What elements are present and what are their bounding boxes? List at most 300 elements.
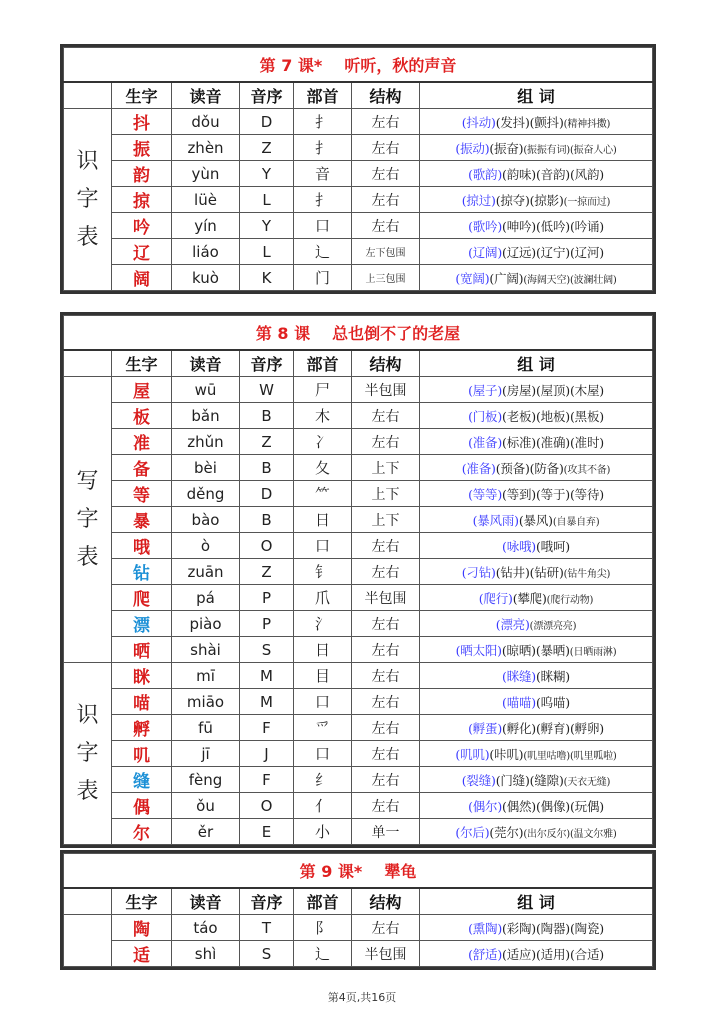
word-item: (掠影) bbox=[529, 192, 564, 208]
word-item: (暴风雨) bbox=[472, 512, 519, 528]
word-item: (爬行) bbox=[478, 590, 513, 606]
order-cell: T bbox=[240, 915, 294, 941]
char-cell: 备 bbox=[112, 455, 172, 481]
char-cell: 阔 bbox=[112, 265, 172, 291]
radical-cell: 纟 bbox=[294, 767, 352, 793]
order-cell: L bbox=[240, 187, 294, 213]
word-item: (孵蛋) bbox=[468, 720, 503, 736]
char-cell: 喵 bbox=[112, 689, 172, 715]
word-item: (屋顶) bbox=[536, 382, 570, 398]
word-item: (呜喵) bbox=[536, 694, 570, 710]
words-cell bbox=[420, 941, 653, 967]
structure-cell: 半包围 bbox=[352, 585, 420, 611]
radical-cell: 阝 bbox=[294, 915, 352, 941]
char-cell: 孵 bbox=[112, 715, 172, 741]
words-cell bbox=[420, 109, 653, 135]
order-cell: W bbox=[240, 377, 294, 403]
structure-cell: 左右 bbox=[352, 767, 420, 793]
structure-cell: 上下 bbox=[352, 507, 420, 533]
header-row bbox=[64, 82, 653, 109]
radical-cell: 辶 bbox=[294, 239, 352, 265]
structure-cell: 左右 bbox=[352, 429, 420, 455]
table-row bbox=[64, 585, 653, 611]
structure-cell: 左右 bbox=[352, 161, 420, 187]
table-row bbox=[64, 187, 653, 213]
words-cell bbox=[420, 793, 653, 819]
radical-cell: 扌 bbox=[294, 187, 352, 213]
table-row bbox=[64, 377, 653, 403]
table-row bbox=[64, 161, 653, 187]
structure-cell: 左右 bbox=[352, 109, 420, 135]
radical-cell: 木 bbox=[294, 403, 352, 429]
word-item: (钻井) bbox=[495, 564, 530, 580]
word-item: (舒适) bbox=[468, 946, 503, 962]
word-item: (门板) bbox=[468, 408, 503, 424]
word-item: (偶然) bbox=[502, 798, 536, 814]
radical-cell: 口 bbox=[294, 689, 352, 715]
pinyin-cell: shì bbox=[172, 941, 240, 967]
header-row bbox=[64, 888, 653, 915]
char-cell: 掠 bbox=[112, 187, 172, 213]
radical-cell: 扌 bbox=[294, 109, 352, 135]
group-label-char: 识 bbox=[76, 148, 99, 174]
structure-cell: 左右 bbox=[352, 637, 420, 663]
word-item: (吟诵) bbox=[569, 218, 604, 234]
header-structure: 结构 bbox=[352, 350, 420, 377]
word-item: (广阔) bbox=[489, 270, 524, 286]
order-cell: P bbox=[240, 611, 294, 637]
word-item: (出尔反尔) bbox=[523, 828, 570, 840]
structure-cell: 左右 bbox=[352, 533, 420, 559]
radical-cell: 爪 bbox=[294, 585, 352, 611]
radical-cell: 小 bbox=[294, 819, 352, 845]
word-item: (合适) bbox=[569, 946, 604, 962]
order-cell: D bbox=[240, 481, 294, 507]
group-label bbox=[64, 109, 112, 291]
radical-cell: 冫 bbox=[294, 429, 352, 455]
lesson-title bbox=[64, 316, 653, 351]
pinyin-cell: bào bbox=[172, 507, 240, 533]
table-row bbox=[64, 663, 653, 689]
structure-cell: 左右 bbox=[352, 741, 420, 767]
word-item: (老板) bbox=[502, 408, 536, 424]
word-item: (适用) bbox=[536, 946, 570, 962]
radical-cell: 门 bbox=[294, 265, 352, 291]
lesson-7-table bbox=[60, 44, 656, 294]
order-cell: M bbox=[240, 689, 294, 715]
char-cell: 屋 bbox=[112, 377, 172, 403]
lesson-name: 总也倒不了的老屋 bbox=[332, 324, 461, 343]
pinyin-cell: miāo bbox=[172, 689, 240, 715]
words-cell bbox=[420, 689, 653, 715]
order-cell: D bbox=[240, 109, 294, 135]
lesson-number: 第 7 课* bbox=[259, 56, 323, 75]
lesson-title bbox=[64, 854, 653, 889]
word-item: (房屋) bbox=[502, 382, 536, 398]
word-item: (准确) bbox=[536, 434, 570, 450]
word-item: (孵化) bbox=[502, 720, 536, 736]
word-item: (眯糊) bbox=[536, 668, 570, 684]
structure-cell: 上三包围 bbox=[352, 265, 420, 291]
words-cell bbox=[420, 819, 653, 845]
word-item: (陶器) bbox=[536, 920, 570, 936]
words-cell bbox=[420, 403, 653, 429]
word-item: (叽里呱啦) bbox=[569, 750, 617, 762]
radical-cell: 钅 bbox=[294, 559, 352, 585]
word-item: (波澜壮阔) bbox=[569, 274, 617, 286]
word-item: (准备) bbox=[461, 460, 496, 476]
pinyin-cell: bèi bbox=[172, 455, 240, 481]
word-item: (辽远) bbox=[502, 244, 536, 260]
pinyin-cell: děng bbox=[172, 481, 240, 507]
table-row bbox=[64, 611, 653, 637]
page-footer: 第4页,共16页 bbox=[327, 991, 397, 1004]
header-char: 生字 bbox=[112, 888, 172, 915]
char-cell: 陶 bbox=[112, 915, 172, 941]
word-item: (低吟) bbox=[536, 218, 570, 234]
word-item: (歌韵) bbox=[468, 166, 503, 182]
lesson-name: 听听，秋的声音 bbox=[344, 56, 457, 75]
radical-cell: 口 bbox=[294, 533, 352, 559]
order-cell: B bbox=[240, 403, 294, 429]
group-label bbox=[64, 915, 112, 967]
table-row bbox=[64, 715, 653, 741]
table-row bbox=[64, 793, 653, 819]
table-row bbox=[64, 819, 653, 845]
word-item: (准时) bbox=[569, 434, 604, 450]
word-item: (裂缝) bbox=[461, 772, 496, 788]
structure-cell: 左下包围 bbox=[352, 239, 420, 265]
rows-l8 bbox=[64, 377, 653, 845]
pinyin-cell: pá bbox=[172, 585, 240, 611]
word-item: (辽河) bbox=[569, 244, 604, 260]
table-row bbox=[64, 109, 653, 135]
char-cell: 暴 bbox=[112, 507, 172, 533]
table-row bbox=[64, 637, 653, 663]
word-item: (钻研) bbox=[529, 564, 564, 580]
radical-cell: 口 bbox=[294, 741, 352, 767]
header-char: 生字 bbox=[112, 82, 172, 109]
structure-cell: 上下 bbox=[352, 455, 420, 481]
header-order: 音序 bbox=[240, 350, 294, 377]
char-cell: 爬 bbox=[112, 585, 172, 611]
words-cell bbox=[420, 239, 653, 265]
word-item: (缝隙) bbox=[529, 772, 564, 788]
word-item: (喵喵) bbox=[502, 694, 536, 710]
header-pinyin: 读音 bbox=[172, 350, 240, 377]
word-item: (抖动) bbox=[461, 114, 496, 130]
words-cell bbox=[420, 663, 653, 689]
structure-cell: 左右 bbox=[352, 187, 420, 213]
word-item: (黑板) bbox=[569, 408, 604, 424]
word-item: (尔后) bbox=[455, 824, 490, 840]
header-pinyin: 读音 bbox=[172, 888, 240, 915]
structure-cell: 上下 bbox=[352, 481, 420, 507]
radical-cell: 音 bbox=[294, 161, 352, 187]
lesson-title bbox=[64, 48, 653, 83]
words-cell bbox=[420, 767, 653, 793]
lesson-number: 第 9 课* bbox=[299, 862, 363, 881]
header-blank bbox=[64, 888, 112, 915]
word-item: (偶像) bbox=[536, 798, 570, 814]
structure-cell: 左右 bbox=[352, 689, 420, 715]
order-cell: O bbox=[240, 793, 294, 819]
order-cell: L bbox=[240, 239, 294, 265]
word-item: (攀爬) bbox=[512, 590, 547, 606]
words-cell bbox=[420, 533, 653, 559]
word-item: (掠夺) bbox=[495, 192, 530, 208]
structure-cell: 单一 bbox=[352, 819, 420, 845]
word-item: (咔叽) bbox=[489, 746, 524, 762]
words-cell bbox=[420, 481, 653, 507]
table-row bbox=[64, 689, 653, 715]
header-radical: 部首 bbox=[294, 82, 352, 109]
radical-cell: 爫 bbox=[294, 715, 352, 741]
radical-cell: 扌 bbox=[294, 135, 352, 161]
pinyin-cell: yùn bbox=[172, 161, 240, 187]
pinyin-cell: dǒu bbox=[172, 109, 240, 135]
group-label-char: 字 bbox=[76, 740, 99, 766]
words-cell bbox=[420, 507, 653, 533]
order-cell: S bbox=[240, 637, 294, 663]
word-item: (颤抖) bbox=[529, 114, 564, 130]
rows-l9 bbox=[64, 915, 653, 967]
char-cell: 适 bbox=[112, 941, 172, 967]
word-item: (屋子) bbox=[468, 382, 503, 398]
structure-cell: 半包围 bbox=[352, 941, 420, 967]
words-cell bbox=[420, 585, 653, 611]
structure-cell: 左右 bbox=[352, 135, 420, 161]
order-cell: Y bbox=[240, 161, 294, 187]
word-item: (振奋人心) bbox=[569, 144, 617, 156]
pinyin-cell: fū bbox=[172, 715, 240, 741]
table-row bbox=[64, 915, 653, 941]
header-blank bbox=[64, 350, 112, 377]
table-row bbox=[64, 741, 653, 767]
table-row bbox=[64, 533, 653, 559]
pinyin-cell: lüè bbox=[172, 187, 240, 213]
lesson-number: 第 8 课 bbox=[255, 324, 311, 343]
group-label-char: 字 bbox=[76, 506, 99, 532]
radical-cell: 氵 bbox=[294, 611, 352, 637]
group-label bbox=[64, 663, 112, 845]
radical-cell: 夂 bbox=[294, 455, 352, 481]
word-item: (振奋) bbox=[489, 140, 524, 156]
word-item: (标准) bbox=[502, 434, 536, 450]
word-item: (暴风) bbox=[518, 512, 553, 528]
header-row bbox=[64, 350, 653, 377]
pinyin-cell: zhèn bbox=[172, 135, 240, 161]
order-cell: F bbox=[240, 767, 294, 793]
header-structure: 结构 bbox=[352, 82, 420, 109]
word-item: (自暴自弃) bbox=[552, 516, 600, 528]
radical-cell: 尸 bbox=[294, 377, 352, 403]
word-item: (韵味) bbox=[502, 166, 536, 182]
group-label-char: 识 bbox=[76, 702, 99, 728]
words-cell bbox=[420, 559, 653, 585]
table-row bbox=[64, 481, 653, 507]
word-item: (发抖) bbox=[495, 114, 530, 130]
radical-cell: 日 bbox=[294, 637, 352, 663]
pinyin-cell: kuò bbox=[172, 265, 240, 291]
header-words: 组 词 bbox=[420, 888, 653, 915]
word-item: (音韵) bbox=[536, 166, 570, 182]
word-item: (辽阔) bbox=[468, 244, 503, 260]
pinyin-cell: bǎn bbox=[172, 403, 240, 429]
pinyin-cell: fèng bbox=[172, 767, 240, 793]
table-row bbox=[64, 507, 653, 533]
header-radical: 部首 bbox=[294, 888, 352, 915]
radical-cell: 亻 bbox=[294, 793, 352, 819]
word-item: (辽宁) bbox=[536, 244, 570, 260]
header-words: 组 词 bbox=[420, 350, 653, 377]
word-item: (漂漂亮亮) bbox=[529, 620, 577, 632]
word-item: (晾晒) bbox=[501, 642, 536, 658]
char-cell: 韵 bbox=[112, 161, 172, 187]
pinyin-cell: zhǔn bbox=[172, 429, 240, 455]
table-row bbox=[64, 135, 653, 161]
header-words: 组 词 bbox=[420, 82, 653, 109]
word-item: (爬行动物) bbox=[546, 594, 594, 606]
char-cell: 眯 bbox=[112, 663, 172, 689]
pinyin-cell: ǒu bbox=[172, 793, 240, 819]
word-item: (风韵) bbox=[569, 166, 604, 182]
word-item: (宽阔) bbox=[455, 270, 490, 286]
order-cell: Z bbox=[240, 429, 294, 455]
structure-cell: 左右 bbox=[352, 559, 420, 585]
order-cell: M bbox=[240, 663, 294, 689]
radical-cell: 辶 bbox=[294, 941, 352, 967]
table-row bbox=[64, 239, 653, 265]
word-item: (适应) bbox=[502, 946, 536, 962]
char-cell: 抖 bbox=[112, 109, 172, 135]
order-cell: B bbox=[240, 507, 294, 533]
order-cell: Z bbox=[240, 559, 294, 585]
order-cell: Z bbox=[240, 135, 294, 161]
words-cell bbox=[420, 213, 653, 239]
table-row bbox=[64, 941, 653, 967]
header-order: 音序 bbox=[240, 82, 294, 109]
word-item: (暴晒) bbox=[535, 642, 570, 658]
char-cell: 缝 bbox=[112, 767, 172, 793]
words-cell bbox=[420, 187, 653, 213]
word-item: (天衣无缝) bbox=[563, 776, 611, 788]
group-label-char: 写 bbox=[76, 468, 99, 494]
radical-cell: ⺮ bbox=[294, 481, 352, 507]
structure-cell: 左右 bbox=[352, 915, 420, 941]
word-item: (海阔天空) bbox=[523, 274, 570, 286]
word-item: (温文尔雅) bbox=[569, 828, 617, 840]
order-cell: E bbox=[240, 819, 294, 845]
word-item: (门缝) bbox=[495, 772, 530, 788]
order-cell: B bbox=[240, 455, 294, 481]
header-char: 生字 bbox=[112, 350, 172, 377]
word-item: (熏陶) bbox=[468, 920, 503, 936]
table-row bbox=[64, 265, 653, 291]
order-cell: Y bbox=[240, 213, 294, 239]
pinyin-cell: yín bbox=[172, 213, 240, 239]
order-cell: F bbox=[240, 715, 294, 741]
words-cell bbox=[420, 429, 653, 455]
pinyin-cell: piào bbox=[172, 611, 240, 637]
word-item: (叽里咕噜) bbox=[523, 750, 570, 762]
pinyin-cell: jī bbox=[172, 741, 240, 767]
word-item: (孵卵) bbox=[569, 720, 604, 736]
word-item: (等待) bbox=[569, 486, 604, 502]
word-item: (漂亮) bbox=[495, 616, 530, 632]
table-row bbox=[64, 429, 653, 455]
pinyin-cell: táo bbox=[172, 915, 240, 941]
word-item: (精神抖擞) bbox=[563, 118, 611, 130]
char-cell: 板 bbox=[112, 403, 172, 429]
pinyin-cell: zuān bbox=[172, 559, 240, 585]
structure-cell: 左右 bbox=[352, 213, 420, 239]
words-cell bbox=[420, 455, 653, 481]
char-cell: 尔 bbox=[112, 819, 172, 845]
header-blank bbox=[64, 82, 112, 109]
order-cell: O bbox=[240, 533, 294, 559]
word-item: (准备) bbox=[468, 434, 503, 450]
word-item: (眯缝) bbox=[502, 668, 536, 684]
char-cell: 哦 bbox=[112, 533, 172, 559]
char-cell: 振 bbox=[112, 135, 172, 161]
lesson-9-table bbox=[60, 850, 656, 970]
word-item: (呻吟) bbox=[502, 218, 536, 234]
word-item: (地板) bbox=[536, 408, 570, 424]
structure-cell: 左右 bbox=[352, 403, 420, 429]
radical-cell: 目 bbox=[294, 663, 352, 689]
char-cell: 偶 bbox=[112, 793, 172, 819]
word-item: (振动) bbox=[455, 140, 490, 156]
order-cell: J bbox=[240, 741, 294, 767]
words-cell bbox=[420, 915, 653, 941]
word-item: (掠过) bbox=[461, 192, 496, 208]
header-structure: 结构 bbox=[352, 888, 420, 915]
group-label-char: 字 bbox=[76, 186, 99, 212]
radical-cell: 日 bbox=[294, 507, 352, 533]
word-item: (玩偶) bbox=[569, 798, 604, 814]
words-cell bbox=[420, 265, 653, 291]
word-item: (叽叽) bbox=[455, 746, 490, 762]
word-item: (咏哦) bbox=[502, 538, 536, 554]
header-order: 音序 bbox=[240, 888, 294, 915]
lesson-name: 犟龟 bbox=[384, 862, 417, 881]
word-item: (防备) bbox=[529, 460, 564, 476]
group-label-char: 表 bbox=[76, 778, 99, 804]
word-item: (钻牛角尖) bbox=[563, 568, 611, 580]
words-cell bbox=[420, 161, 653, 187]
order-cell: P bbox=[240, 585, 294, 611]
pinyin-cell: liáo bbox=[172, 239, 240, 265]
pinyin-cell: shài bbox=[172, 637, 240, 663]
radical-cell: 口 bbox=[294, 213, 352, 239]
structure-cell: 左右 bbox=[352, 663, 420, 689]
char-cell: 等 bbox=[112, 481, 172, 507]
table-row bbox=[64, 403, 653, 429]
char-cell: 钻 bbox=[112, 559, 172, 585]
structure-cell: 左右 bbox=[352, 793, 420, 819]
word-item: (预备) bbox=[495, 460, 530, 476]
char-cell: 吟 bbox=[112, 213, 172, 239]
table-row bbox=[64, 213, 653, 239]
char-cell: 晒 bbox=[112, 637, 172, 663]
word-item: (彩陶) bbox=[502, 920, 536, 936]
word-item: (偶尔) bbox=[468, 798, 503, 814]
word-item: (刁钻) bbox=[461, 564, 496, 580]
words-cell bbox=[420, 637, 653, 663]
group-label-char: 表 bbox=[76, 224, 99, 250]
word-item: (哦呵) bbox=[536, 538, 570, 554]
